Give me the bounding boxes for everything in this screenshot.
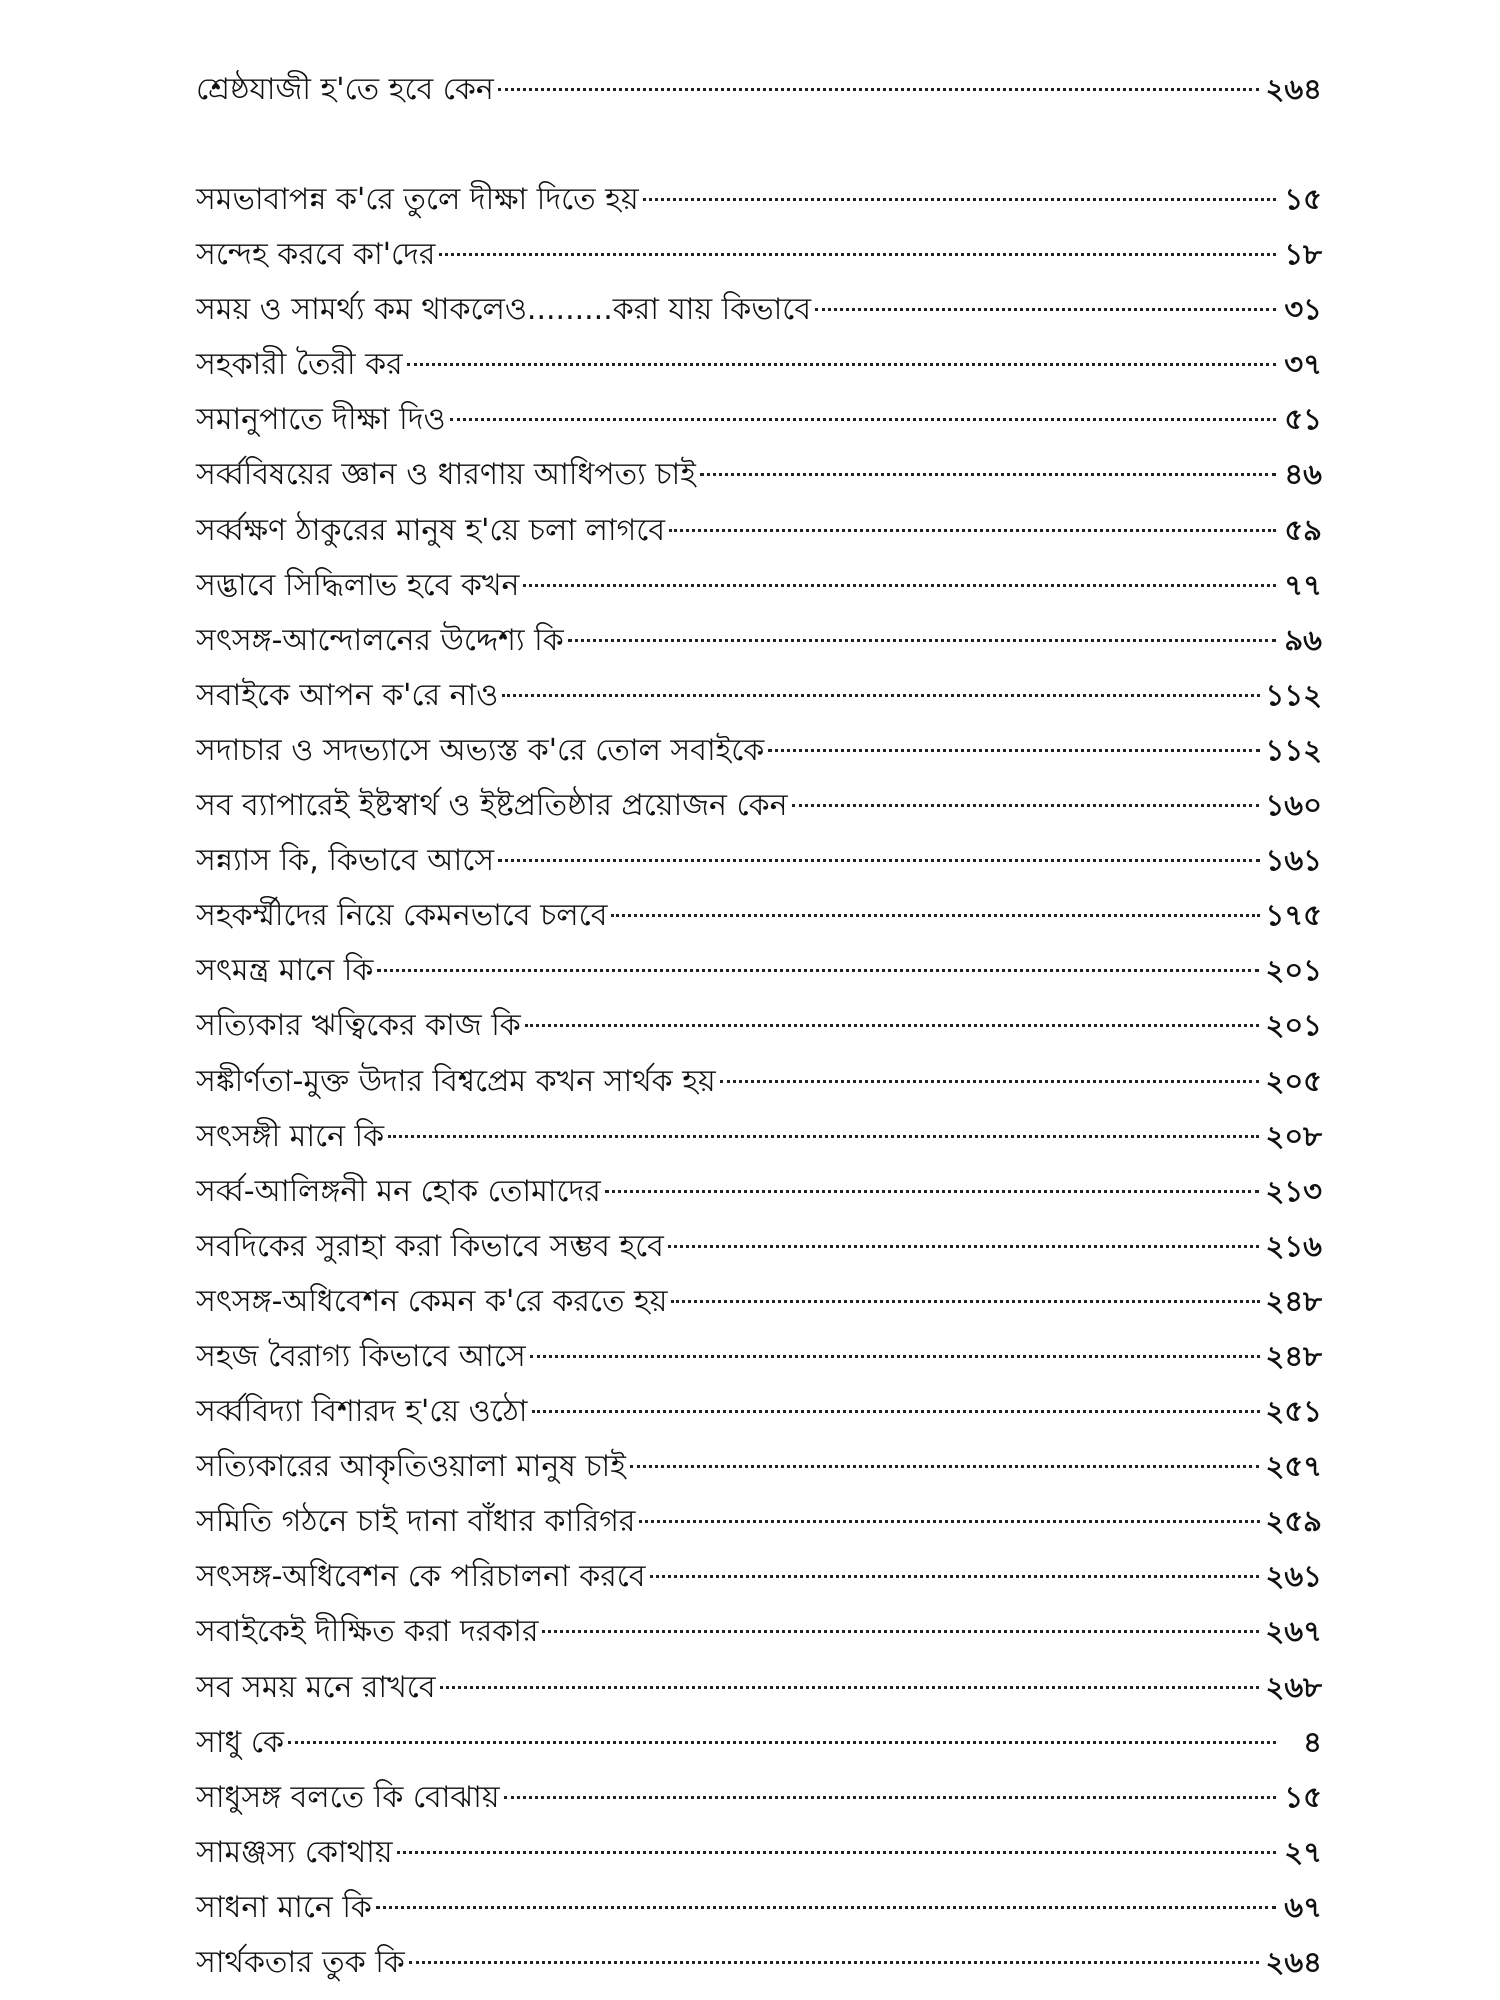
toc-entry-title: সদাচার ও সদভ্যাসে অভ্যস্ত ক'রে তোল সবাইকে <box>196 732 765 768</box>
toc-entry-title: সাধু কে <box>196 1724 285 1760</box>
toc-entry-page-number: ৩১ <box>1284 292 1322 327</box>
toc-entry-title: শ্রেষ্ঠযাজী হ'তে হবে কেন <box>196 72 494 107</box>
toc-main-section <box>196 172 1322 1990</box>
toc-entry-title: সর্ব্ব-আলিঙ্গনী মন হোক তোমাদের <box>196 1173 601 1209</box>
dot-leader <box>650 1575 1260 1578</box>
toc-entry-page-number: ৪৬ <box>1284 457 1322 492</box>
dot-leader <box>388 1135 1259 1138</box>
toc-entry <box>196 1660 1322 1715</box>
dot-leader <box>630 1465 1260 1468</box>
toc-entry-title: সব সময় মনে রাখবে <box>196 1669 436 1705</box>
toc-entry-page-number: ২৫৭ <box>1265 1449 1322 1484</box>
toc-entry-page-number: ২৬৭ <box>1265 1614 1322 1649</box>
toc-entry-page-number: ২৫৯ <box>1265 1504 1322 1539</box>
dot-leader <box>671 1300 1259 1303</box>
toc-entry-page-number: ২১৬ <box>1265 1228 1322 1263</box>
toc-entry <box>196 1439 1322 1494</box>
toc-entry <box>196 558 1322 613</box>
dot-leader <box>376 1906 1276 1909</box>
dot-leader <box>288 1741 1276 1744</box>
dot-leader <box>440 1686 1260 1689</box>
dot-leader <box>815 308 1276 311</box>
toc-entry-title: সঙ্কীর্ণতা-মুক্ত উদার বিশ্বপ্রেম কখন সার্থক হয় <box>196 1063 716 1099</box>
toc-entry <box>196 337 1322 392</box>
dot-leader <box>768 749 1259 752</box>
toc-entry-page-number: ২০৮ <box>1265 1118 1322 1153</box>
dot-leader <box>668 1245 1260 1248</box>
toc-entry-title: সমিতি গঠনে চাই দানা বাঁধার কারিগর <box>196 1504 636 1540</box>
toc-entry <box>196 613 1322 668</box>
dot-leader <box>409 1961 1260 1964</box>
toc-entry-page-number: ১৬০ <box>1265 788 1322 823</box>
toc-entry-page-number: ১৫ <box>1284 182 1322 216</box>
toc-entry-page-number: ১৬১ <box>1265 843 1322 878</box>
toc-entry-page-number: ১৮ <box>1284 237 1322 272</box>
toc-entry <box>196 1715 1322 1770</box>
dot-leader <box>407 363 1276 366</box>
dot-leader <box>532 1410 1260 1413</box>
toc-entry-page-number: ২৬৪ <box>1265 72 1322 106</box>
toc-entry-title: সময় ও সামর্থ্য কম থাকলেও.........করা যায় কিভাবে <box>196 292 812 328</box>
toc-entry-title: সর্ব্ববিষয়ের জ্ঞান ও ধারণায় আধিপত্য চাই <box>196 457 696 493</box>
toc-entry-page-number: ৬৭ <box>1284 1889 1322 1924</box>
dot-leader <box>611 914 1259 917</box>
toc-entry-title: সৎসঙ্গ-অধিবেশন কে পরিচালনা করবে <box>196 1559 646 1595</box>
dot-leader <box>397 1851 1276 1854</box>
toc-entry-page-number: ২৬১ <box>1265 1559 1322 1594</box>
toc-entry <box>196 1164 1322 1219</box>
toc-entry-page-number: ২৪৮ <box>1265 1338 1322 1373</box>
dot-leader <box>643 198 1276 201</box>
toc-entry-title: সবাইকে আপন ক'রে নাও <box>196 677 499 713</box>
dot-leader <box>792 804 1260 807</box>
toc-entry-title: সব ব্যাপারেই ইষ্টস্বার্থ ও ইষ্টপ্রতিষ্ঠার প্রয়োজন কেন <box>196 788 788 824</box>
toc-entry-title: সবাইকেই দীক্ষিত করা দরকার <box>196 1614 539 1650</box>
toc-entry <box>196 1109 1322 1164</box>
toc-entry <box>196 888 1322 943</box>
toc-entry-title: সন্ন্যাস কি, কিভাবে আসে <box>196 843 495 879</box>
dot-leader <box>498 88 1260 91</box>
toc-entry-title: সমভাবাপন্ন ক'রে তুলে দীক্ষা দিতে হয় <box>196 182 639 217</box>
toc-entry-page-number: ২০১ <box>1265 953 1322 988</box>
toc-entry-page-number: ৫১ <box>1284 402 1322 437</box>
toc-entry-title: সৎসঙ্গ-আন্দোলনের উদ্দেশ্য কি <box>196 622 564 658</box>
toc-entry <box>196 833 1322 888</box>
toc-entry <box>196 1549 1322 1604</box>
toc-entry <box>196 1604 1322 1659</box>
toc-entry-page-number: ২৭ <box>1284 1834 1322 1869</box>
toc-entry-page-number: ১১২ <box>1265 677 1322 712</box>
dot-leader <box>700 473 1276 476</box>
toc-entry <box>196 1770 1322 1825</box>
toc-entry-page-number: ৭৭ <box>1284 567 1322 602</box>
toc-entry <box>196 1825 1322 1880</box>
toc-entry-page-number: ২৬৮ <box>1265 1669 1322 1704</box>
dot-leader <box>439 253 1276 256</box>
toc-entry-page-number: ২০১ <box>1265 1008 1322 1043</box>
dot-leader <box>568 639 1276 642</box>
toc-entry-page-number: ১৫ <box>1284 1779 1322 1814</box>
toc-entry <box>196 1219 1322 1274</box>
toc-entry <box>196 943 1322 998</box>
toc-entry <box>196 447 1322 502</box>
toc-entry <box>196 172 1322 227</box>
dot-leader <box>450 418 1276 421</box>
toc-entry-page-number: ৪ <box>1303 1724 1322 1759</box>
dot-leader <box>530 1355 1260 1358</box>
toc-entry-page-number: ৯৬ <box>1284 622 1322 657</box>
toc-entry-title: সদ্ভাবে সিদ্ধিলাভ হবে কখন <box>196 567 520 603</box>
toc-entry <box>196 1054 1322 1109</box>
dot-leader <box>502 694 1259 697</box>
toc-entry-title: সর্ব্বক্ষণ ঠাকুরের মানুষ হ'য়ে চলা লাগবে <box>196 512 666 548</box>
toc-entry <box>196 1329 1322 1384</box>
toc-entry <box>196 1935 1322 1990</box>
toc-entry <box>196 1880 1322 1935</box>
toc-entry-page-number: ৫৯ <box>1284 512 1322 547</box>
dot-leader <box>525 1024 1260 1027</box>
toc-entry <box>196 778 1322 833</box>
toc-entry <box>196 392 1322 447</box>
dot-leader <box>720 1080 1260 1083</box>
toc-entry-page-number: ২১৩ <box>1265 1173 1322 1208</box>
toc-entry-page-number: ২৪৮ <box>1265 1283 1322 1318</box>
toc-entry-title: সবদিকের সুরাহা করা কিভাবে সম্ভব হবে <box>196 1228 664 1264</box>
toc-entry-title: সার্থকতার তুক কি <box>196 1945 405 1980</box>
toc-entry-title: সন্দেহ করবে কা'দের <box>196 237 436 273</box>
toc-entry <box>196 282 1322 337</box>
toc-entry-title: সৎসঙ্গ-অধিবেশন কেমন ক'রে করতে হয় <box>196 1283 668 1319</box>
toc-entry-title: সাধুসঙ্গ বলতে কি বোঝায় <box>196 1779 500 1815</box>
dot-leader <box>498 859 1259 862</box>
toc-entry-page-number: ১১২ <box>1265 732 1322 767</box>
dot-leader <box>639 1520 1259 1523</box>
toc-entry <box>196 998 1322 1053</box>
toc-entry-page-number: ২০৫ <box>1265 1063 1322 1098</box>
toc-entry <box>196 668 1322 723</box>
toc-entry <box>196 1274 1322 1329</box>
dot-leader <box>523 584 1276 587</box>
dot-leader <box>669 529 1276 532</box>
toc-entry-title: সহকর্ম্মীদের নিয়ে কেমনভাবে চলবে <box>196 898 608 934</box>
toc-entry-title: সহকারী তৈরী কর <box>196 347 403 383</box>
toc-entry <box>196 723 1322 778</box>
toc-entry <box>196 62 1322 117</box>
toc-entry <box>196 227 1322 282</box>
toc-entry-page-number: ২৬৪ <box>1265 1945 1322 1979</box>
toc-entry-title: সত্যিকারের আকৃতিওয়ালা মানুষ চাই <box>196 1449 626 1485</box>
toc-entry-page-number: ২৫১ <box>1265 1394 1322 1429</box>
toc-entry <box>196 503 1322 558</box>
dot-leader <box>542 1630 1259 1633</box>
toc-entry-title: সহজ বৈরাগ্য কিভাবে আসে <box>196 1338 526 1374</box>
toc-entry <box>196 1384 1322 1439</box>
toc-entry-title: সৎমন্ত্র মানে কি <box>196 953 374 989</box>
toc-entry <box>196 1494 1322 1549</box>
toc-entry-title: সমানুপাতে দীক্ষা দিও <box>196 402 446 438</box>
toc-entry-title: সর্ব্ববিদ্যা বিশারদ হ'য়ে ওঠো <box>196 1394 528 1430</box>
dot-leader <box>605 1190 1260 1193</box>
toc-entry-title: সাধনা মানে কি <box>196 1889 372 1925</box>
toc-entry-title: সৎসঙ্গী মানে কি <box>196 1118 385 1154</box>
toc-entry-title: সামঞ্জস্য কোথায় <box>196 1834 393 1870</box>
toc-entry-page-number: ৩৭ <box>1284 347 1322 382</box>
toc-entry-title: সত্যিকার ঋত্বিকের কাজ কি <box>196 1008 521 1044</box>
dot-leader <box>504 1796 1277 1799</box>
toc-top-section <box>196 62 1322 117</box>
toc-entry-page-number: ১৭৫ <box>1265 898 1322 933</box>
dot-leader <box>377 969 1259 972</box>
